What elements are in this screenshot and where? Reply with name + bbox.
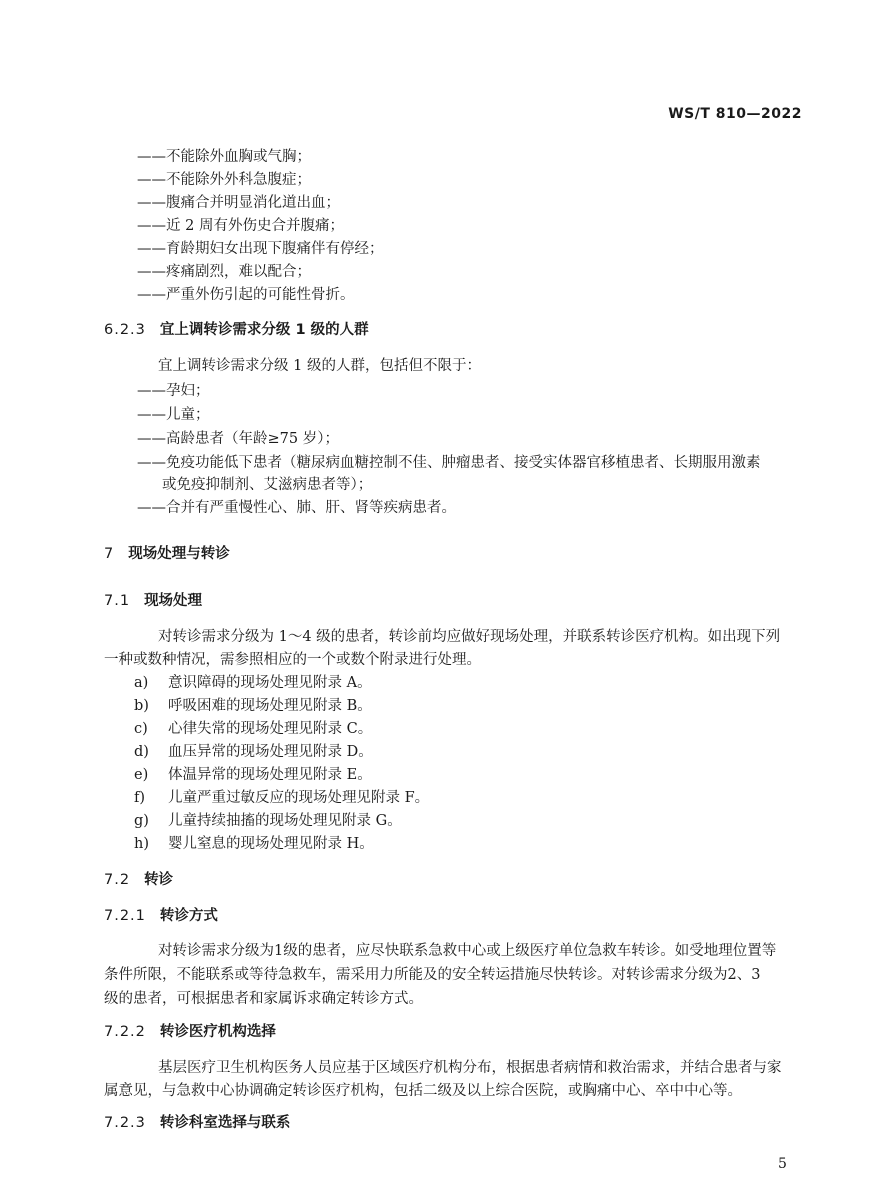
section-title: 转诊方式: [159, 908, 218, 924]
list-text: 儿童持续抽搐的现场处理见附录 G。: [168, 813, 402, 829]
section-number: 7.2.1: [104, 908, 146, 924]
list-item: [134, 673, 372, 693]
list-item: ——疼痛剧烈，难以配合；: [137, 264, 311, 280]
section-number: 7.2.3: [104, 1115, 146, 1131]
paragraph: 基层医疗卫生机构医务人员应基于区域医疗机构分布，根据患者病情和救治需求，并结合患者与家: [158, 1060, 782, 1076]
list-item: ——腹痛合并明显消化道出血；: [137, 195, 340, 211]
section-number: 7.1: [104, 593, 131, 609]
list-item: ——免疫功能低下患者（糖尿病血糖控制不佳、肿瘤患者、接受实体器官移植患者、长期服用激素: [137, 455, 761, 471]
section-title: 现场处理与转诊: [128, 546, 230, 562]
list-item: [134, 742, 373, 762]
section-heading-7: [104, 544, 230, 564]
list-item: ——高龄患者（年龄≥75 岁）；: [137, 431, 339, 447]
standard-code: WS/T 810—2022: [668, 106, 802, 122]
list-text: 体温异常的现场处理见附录 E。: [168, 767, 372, 783]
list-marker: g): [134, 813, 149, 829]
section-title: 转诊医疗机构选择: [159, 1024, 276, 1040]
section-title: 现场处理: [144, 593, 203, 609]
list-text: 心律失常的现场处理见附录 C。: [168, 721, 373, 737]
list-marker: a): [134, 675, 149, 691]
list-text: 儿童严重过敏反应的现场处理见附录 F。: [168, 790, 430, 806]
list-text: 呼吸困难的现场处理见附录 B。: [168, 698, 372, 714]
list-item: ——不能除外外科急腹症；: [137, 172, 311, 188]
list-marker: c): [134, 721, 148, 737]
page-number: 5: [778, 1156, 787, 1172]
list-marker: f): [134, 790, 146, 806]
section-title: 转诊科室选择与联系: [159, 1115, 291, 1131]
list-text: 血压异常的现场处理见附录 D。: [168, 744, 373, 760]
section-number: 7.2: [104, 872, 131, 888]
list-item-continuation: 或免疫抑制剂、艾滋病患者等）；: [162, 477, 373, 493]
section-heading-7-1: [104, 591, 202, 611]
list-marker: e): [134, 767, 149, 783]
list-item: ——严重外伤引起的可能性骨折。: [137, 287, 355, 303]
section-heading-7-2-3: [104, 1113, 290, 1133]
paragraph-continuation: 属意见，与急救中心协调确定转诊医疗机构，包括二级及以上综合医院，或胸痛中心、卒中中心等。: [104, 1083, 742, 1099]
list-item: [134, 811, 402, 831]
section-heading-7-2: [104, 870, 173, 890]
paragraph: 宜上调转诊需求分级 1 级的人群，包括但不限于：: [158, 358, 481, 374]
section-heading-7-2-1: [104, 906, 218, 926]
section-number: 7: [104, 546, 115, 562]
paragraph-continuation: 一种或数种情况，需参照相应的一个或数个附录进行处理。: [104, 652, 481, 668]
list-item: ——育龄期妇女出现下腹痛伴有停经；: [137, 241, 384, 257]
list-text: 婴儿窒息的现场处理见附录 H。: [168, 836, 374, 852]
list-marker: d): [134, 744, 149, 760]
paragraph-continuation: 级的患者，可根据患者和家属诉求确定转诊方式。: [104, 991, 423, 1007]
section-number: 6.2.3: [104, 322, 146, 338]
section-title: 转诊: [144, 872, 174, 888]
list-text: 意识障碍的现场处理见附录 A。: [168, 675, 372, 691]
list-item: [134, 765, 372, 785]
list-item: ——不能除外血胸或气胸；: [137, 149, 311, 165]
paragraph: 对转诊需求分级为 1～4 级的患者，转诊前均应做好现场处理，并联系转诊医疗机构。如出现下列: [158, 629, 781, 645]
list-marker: h): [134, 836, 149, 852]
list-item: ——儿童；: [137, 407, 210, 423]
paragraph-continuation: 条件所限，不能联系或等待急救车，需采用力所能及的安全转运措施尽快转诊。对转诊需求分级为2、3: [104, 967, 761, 983]
list-item: [134, 696, 372, 716]
list-item: ——孕妇；: [137, 383, 210, 399]
list-marker: b): [134, 698, 149, 714]
section-heading-7-2-2: [104, 1022, 276, 1042]
list-item: [134, 834, 374, 854]
section-heading-6-2-3: [104, 320, 369, 340]
paragraph: 对转诊需求分级为1级的患者，应尽快联系急救中心或上级医疗单位急救车转诊。如受地理位置等: [158, 943, 777, 959]
list-item: [134, 788, 429, 808]
list-item: ——合并有严重慢性心、肺、肝、肾等疾病患者。: [137, 500, 456, 516]
list-item: [134, 719, 372, 739]
section-title: 宜上调转诊需求分级 1 级的人群: [159, 322, 369, 338]
list-item: ——近 2 周有外伤史合并腹痛；: [137, 218, 344, 234]
section-number: 7.2.2: [104, 1024, 146, 1040]
